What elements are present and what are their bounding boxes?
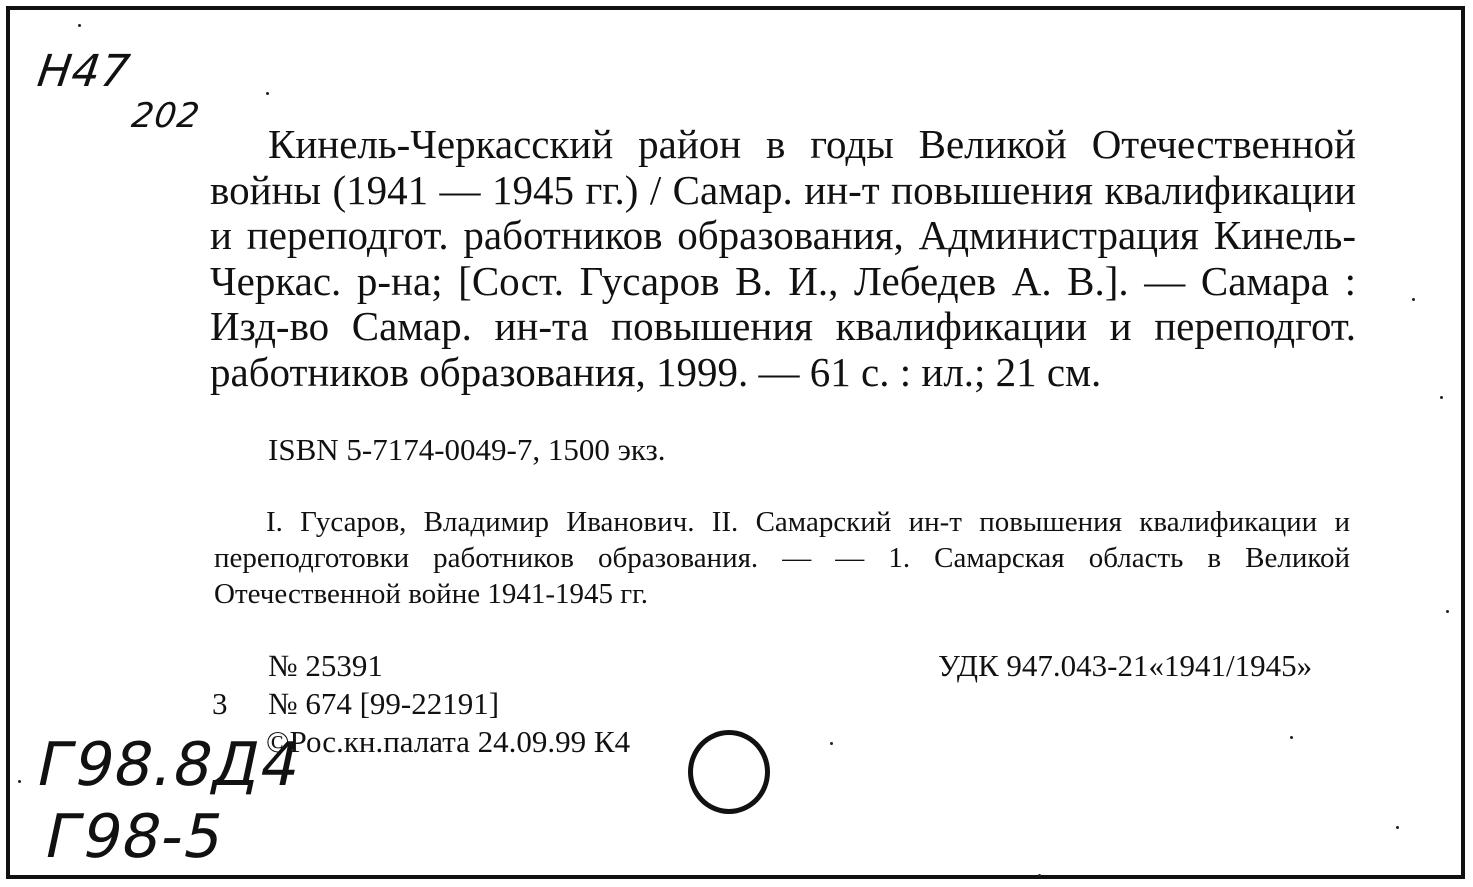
record-number: № 25391 [268, 648, 383, 683]
circle-stamp-icon [688, 730, 770, 814]
scan-speck [1290, 736, 1293, 739]
book-chamber-stamp: ©Рос.кн.палата 24.09.99 К4 [266, 724, 631, 759]
isbn-line: ISBN 5-7174-0049-7, 1500 экз. [268, 432, 666, 467]
scan-speck [18, 780, 21, 783]
scan-speck [1440, 396, 1443, 399]
scan-speck [1038, 874, 1041, 877]
scan-speck [830, 742, 833, 745]
issue-number: № 674 [99-22191] [268, 686, 500, 721]
handwritten-shelfmark-number: 202 [129, 96, 203, 136]
subject-headings: I. Гусаров, Владимир Иванович. II. Самарский ин-т повышения квалификации и переподготовки работников образования. — — 1. Самарская область в Великой Отечественной войне 1941-1945 гг. [214, 506, 1350, 610]
scan-speck [78, 24, 81, 27]
scan-speck [1446, 610, 1449, 613]
udc-classification: УДК 947.043-21«1941/1945» [938, 648, 1313, 683]
scan-speck [266, 92, 269, 95]
catalog-card [6, 6, 1465, 879]
issue-prefix: 3 [212, 686, 228, 721]
handwritten-classification-1: Г98.8Д4 [30, 730, 308, 800]
handwritten-shelfmark: Н47 [34, 46, 134, 97]
scan-speck [1412, 298, 1415, 301]
scan-speck [1396, 826, 1399, 829]
bibliographic-description: Кинель-Черкасский район в годы Великой Отечественной войны (1941 — 1945 гг.) / Самар. ин-т повышения квалификации и переподгот. работников образования, Администрация Кинель-Черкас. р-на; [Сост. Гусаров В. И., Лебедев А. В.]. — Самара : Изд-во Самар. ин-та повышения квалификации и переподгот. работников образования, 1999. — 61 с. : ил.; 21 см. [210, 121, 1356, 395]
handwritten-classification-2: Г98-5 [38, 802, 232, 872]
